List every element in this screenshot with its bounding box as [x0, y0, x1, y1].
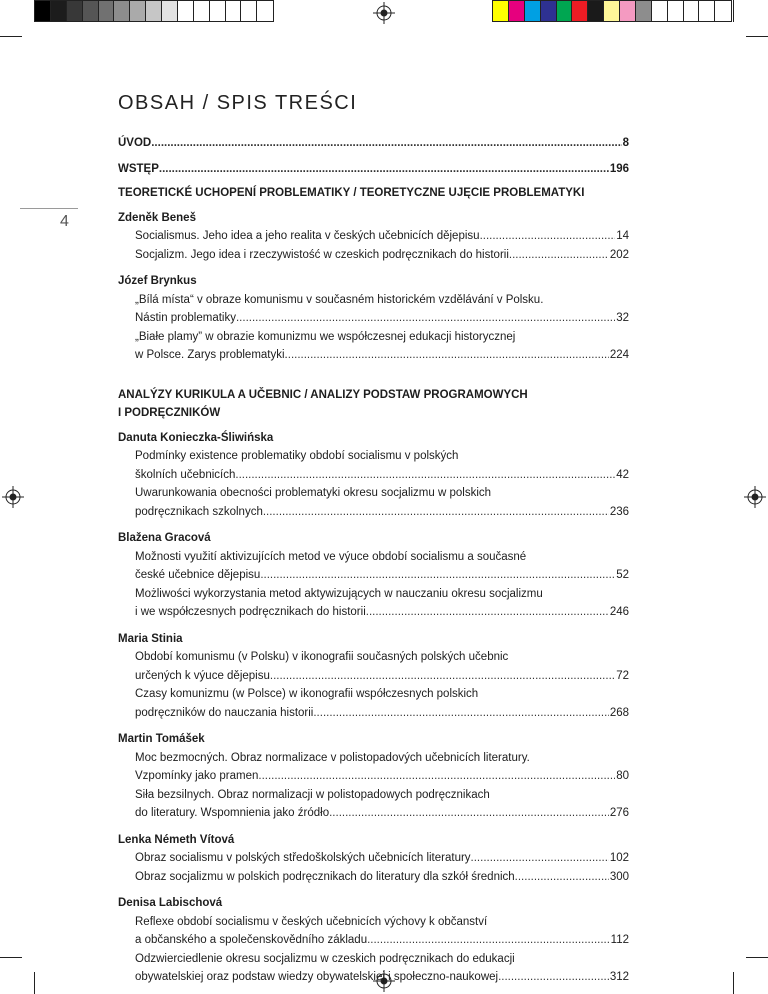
- toc-entry-line: Siła bezsilnych. Obraz normalizacji w polistopadowych podręcznikach: [135, 788, 490, 801]
- registration-mark-icon: [2, 486, 24, 508]
- author-name: Denisa Labischová: [118, 897, 223, 909]
- toc-entry[interactable]: [118, 466, 629, 485]
- toc-entry-line: Podmínky existence problematiky období socialismu v polských: [135, 450, 459, 462]
- dot-leader: [260, 566, 615, 585]
- toc-entry-title: školních učebnicích: [135, 468, 236, 481]
- author-name: Maria Stinia: [118, 632, 183, 645]
- toc-entry-title: české učebnice dějepisu: [135, 569, 261, 581]
- color-calibration-bar: [492, 0, 732, 22]
- gray-swatch: [241, 1, 257, 21]
- toc-entry-uvod[interactable]: [118, 134, 629, 153]
- registration-mark-icon: [373, 2, 395, 24]
- gray-swatch: [35, 1, 51, 21]
- toc-entry-title: Socialismus. Jeho idea a jeho realita v českých učebnicích dějepisu: [135, 230, 480, 242]
- toc-entry-line: Možnosti využití aktivizujících metod ve výuce období socialismu a současné: [135, 550, 527, 563]
- section-heading: ANALÝZY KURIKULA A UČEBNIC / ANALIZY PODSTAW PROGRAMOWYCH: [118, 388, 528, 401]
- gray-swatch: [130, 1, 146, 21]
- toc-entry-line: Odzwierciedlenie okresu socjalizmu w czeskich podręcznikach do edukacji: [135, 952, 515, 965]
- section-heading-continued: I PODRĘCZNIKÓW: [118, 407, 221, 419]
- toc-page-number: 236: [609, 505, 629, 518]
- section-heading: TEORETICKÉ UCHOPENÍ PROBLEMATIKY / TEORETYCZNE UJĘCIE PROBLEMATYKI: [118, 187, 585, 199]
- toc-entry-title: i we współczesnych podręcznikach do historii: [135, 606, 366, 618]
- toc-entry[interactable]: [118, 931, 629, 950]
- toc-entry-title: Socjalizm. Jego idea i rzeczywistość w czeskich podręcznikach do historii: [135, 248, 509, 261]
- toc-entry-line: Moc bezmocných. Obraz normalizace v polistopadových učebnicích literatury.: [135, 751, 530, 764]
- toc-entry-title: ÚVOD: [118, 137, 152, 149]
- color-swatch: [604, 1, 620, 21]
- toc-entry[interactable]: [118, 227, 629, 246]
- crop-mark: [34, 0, 35, 22]
- toc-entry-line: „Bílá místa“ v obraze komunismu v současném historickém vzdělávání v Polsku.: [135, 293, 544, 306]
- gray-swatch: [114, 1, 130, 21]
- color-swatch: [509, 1, 525, 21]
- crop-mark: [746, 36, 768, 37]
- gray-swatch: [99, 1, 115, 21]
- toc-entry-line: Czasy komunizmu (w Polsce) w ikonografii współczesnych polskich: [135, 688, 479, 700]
- toc-entry[interactable]: [118, 246, 629, 265]
- page-title: OBSAH / SPIS TREŚCI: [118, 92, 358, 114]
- toc-page-number: 276: [609, 807, 629, 819]
- toc-entry[interactable]: [118, 968, 629, 987]
- crop-mark: [0, 957, 22, 958]
- crop-mark: [733, 972, 734, 994]
- author-name: Zdeněk Beneš: [118, 211, 196, 224]
- toc-entry[interactable]: [118, 603, 629, 622]
- toc-page-number: 268: [609, 706, 629, 719]
- dot-leader: [480, 227, 616, 246]
- toc-entry-title: Nástin problematiky: [135, 312, 236, 324]
- toc-page-number: 196: [609, 162, 629, 175]
- dot-leader: [515, 868, 609, 887]
- dot-leader: [329, 804, 609, 823]
- color-swatch: [557, 1, 573, 21]
- toc-page-number: 72: [616, 669, 629, 682]
- toc-page-number: 224: [609, 349, 629, 361]
- color-swatch: [668, 1, 684, 21]
- toc-entry-title: určených k výuce dějepisu: [135, 669, 270, 682]
- author-name: Lenka Németh Vítová: [118, 833, 235, 846]
- dot-leader: [151, 134, 621, 153]
- toc-page-number: 14: [616, 230, 629, 242]
- crop-mark: [0, 36, 22, 37]
- author-name: Józef Brynkus: [118, 275, 197, 287]
- toc-page-number: 32: [616, 312, 629, 324]
- toc-entry[interactable]: [118, 566, 629, 585]
- author-name: Blažena Gracová: [118, 532, 211, 544]
- dot-leader: [288, 346, 609, 365]
- crop-mark: [34, 972, 35, 994]
- gray-swatch: [226, 1, 242, 21]
- toc-page-number: 8: [622, 137, 629, 149]
- gray-swatch: [51, 1, 67, 21]
- crop-mark: [746, 957, 768, 958]
- table-of-contents: [118, 134, 629, 987]
- toc-entry-title: podręczników do nauczania historii: [135, 706, 314, 719]
- gray-swatch: [194, 1, 210, 21]
- toc-entry-line: Reflexe období socialismu v českých učebnicích výchovy k občanství: [135, 915, 488, 928]
- color-swatch: [715, 1, 731, 21]
- dot-leader: [509, 246, 609, 265]
- toc-entry[interactable]: [118, 346, 629, 365]
- color-swatch: [684, 1, 700, 21]
- toc-entry[interactable]: [118, 767, 629, 786]
- toc-entry[interactable]: [118, 667, 629, 686]
- gray-swatch: [257, 1, 273, 21]
- dot-leader: [366, 603, 609, 622]
- toc-page-number: 102: [609, 852, 629, 864]
- gray-swatch: [162, 1, 178, 21]
- toc-entry-title: do literatury. Wspomnienia jako źródło: [135, 807, 330, 819]
- crop-mark: [733, 0, 734, 22]
- toc-entry[interactable]: [118, 849, 629, 868]
- toc-page-number: 312: [609, 971, 629, 983]
- toc-entry-line: Období komunismu (v Polsku) v ikonografii současných polských učebnic: [135, 651, 509, 663]
- color-swatch: [699, 1, 715, 21]
- dot-leader: [235, 466, 615, 485]
- toc-entry-line: „Białe plamy” w obrazie komunizmu we współczesnej edukacji historycznej: [135, 330, 516, 343]
- gray-swatch: [67, 1, 83, 21]
- toc-entry-title: obywatelskiej oraz podstaw wiedzy obywatelskiej i społeczno-naukowej: [135, 971, 499, 983]
- color-swatch: [588, 1, 604, 21]
- color-swatch: [620, 1, 636, 21]
- toc-page-number: 42: [616, 468, 629, 481]
- dot-leader: [236, 309, 615, 328]
- toc-entry[interactable]: [118, 868, 629, 887]
- toc-entry[interactable]: [118, 309, 629, 328]
- toc-entry[interactable]: [118, 804, 629, 823]
- grayscale-calibration-bar: [34, 0, 274, 22]
- toc-page-number: 246: [609, 606, 629, 618]
- toc-entry-title: WSTĘP: [118, 162, 159, 175]
- toc-entry[interactable]: [118, 704, 629, 723]
- margin-rule: [20, 208, 78, 209]
- gray-swatch: [178, 1, 194, 21]
- color-swatch: [541, 1, 557, 21]
- page-number: 4: [60, 213, 69, 230]
- toc-entry-title: a občanského a společenskovědního základu: [135, 934, 368, 946]
- dot-leader: [270, 667, 615, 686]
- toc-entry-line: Możliwości wykorzystania metod aktywizujących w nauczaniu okresu socjalizmu: [135, 587, 543, 600]
- toc-page-number: 52: [616, 569, 629, 581]
- toc-entry-title: podręcznikach szkolnych: [135, 505, 263, 518]
- color-swatch: [636, 1, 652, 21]
- toc-entry-title: Obraz socjalizmu w polskich podręcznikach do literatury dla szkół średnich: [135, 870, 515, 883]
- gray-swatch: [146, 1, 162, 21]
- author-name: Martin Tomášek: [118, 733, 205, 745]
- gray-swatch: [210, 1, 226, 21]
- toc-page-number: 300: [609, 870, 629, 883]
- color-swatch: [525, 1, 541, 21]
- registration-mark-icon: [744, 486, 766, 508]
- dot-leader: [159, 160, 609, 179]
- toc-entry[interactable]: [118, 503, 629, 522]
- dot-leader: [263, 503, 609, 522]
- color-swatch: [572, 1, 588, 21]
- toc-page-number: 80: [616, 770, 629, 782]
- dot-leader: [367, 931, 610, 950]
- dot-leader: [258, 767, 615, 786]
- color-swatch: [493, 1, 509, 21]
- toc-entry-title: Vzpomínky jako pramen: [135, 770, 259, 782]
- dot-leader: [471, 849, 609, 868]
- color-swatch: [652, 1, 668, 21]
- author-name: Danuta Konieczka-Śliwińska: [118, 431, 274, 444]
- toc-entry-title: Obraz socialismu v polských středoškolských učebnicích literatury: [135, 852, 471, 864]
- dot-leader: [313, 704, 608, 723]
- toc-page-number: 112: [610, 934, 629, 946]
- toc-entry-line: Uwarunkowania obecności problematyki okresu socjalizmu w polskich: [135, 487, 492, 499]
- toc-page-number: 202: [609, 248, 629, 261]
- toc-entry-title: w Polsce. Zarys problematyki.: [135, 349, 288, 361]
- toc-entry-wstep[interactable]: [118, 160, 629, 179]
- gray-swatch: [83, 1, 99, 21]
- dot-leader: [498, 968, 609, 987]
